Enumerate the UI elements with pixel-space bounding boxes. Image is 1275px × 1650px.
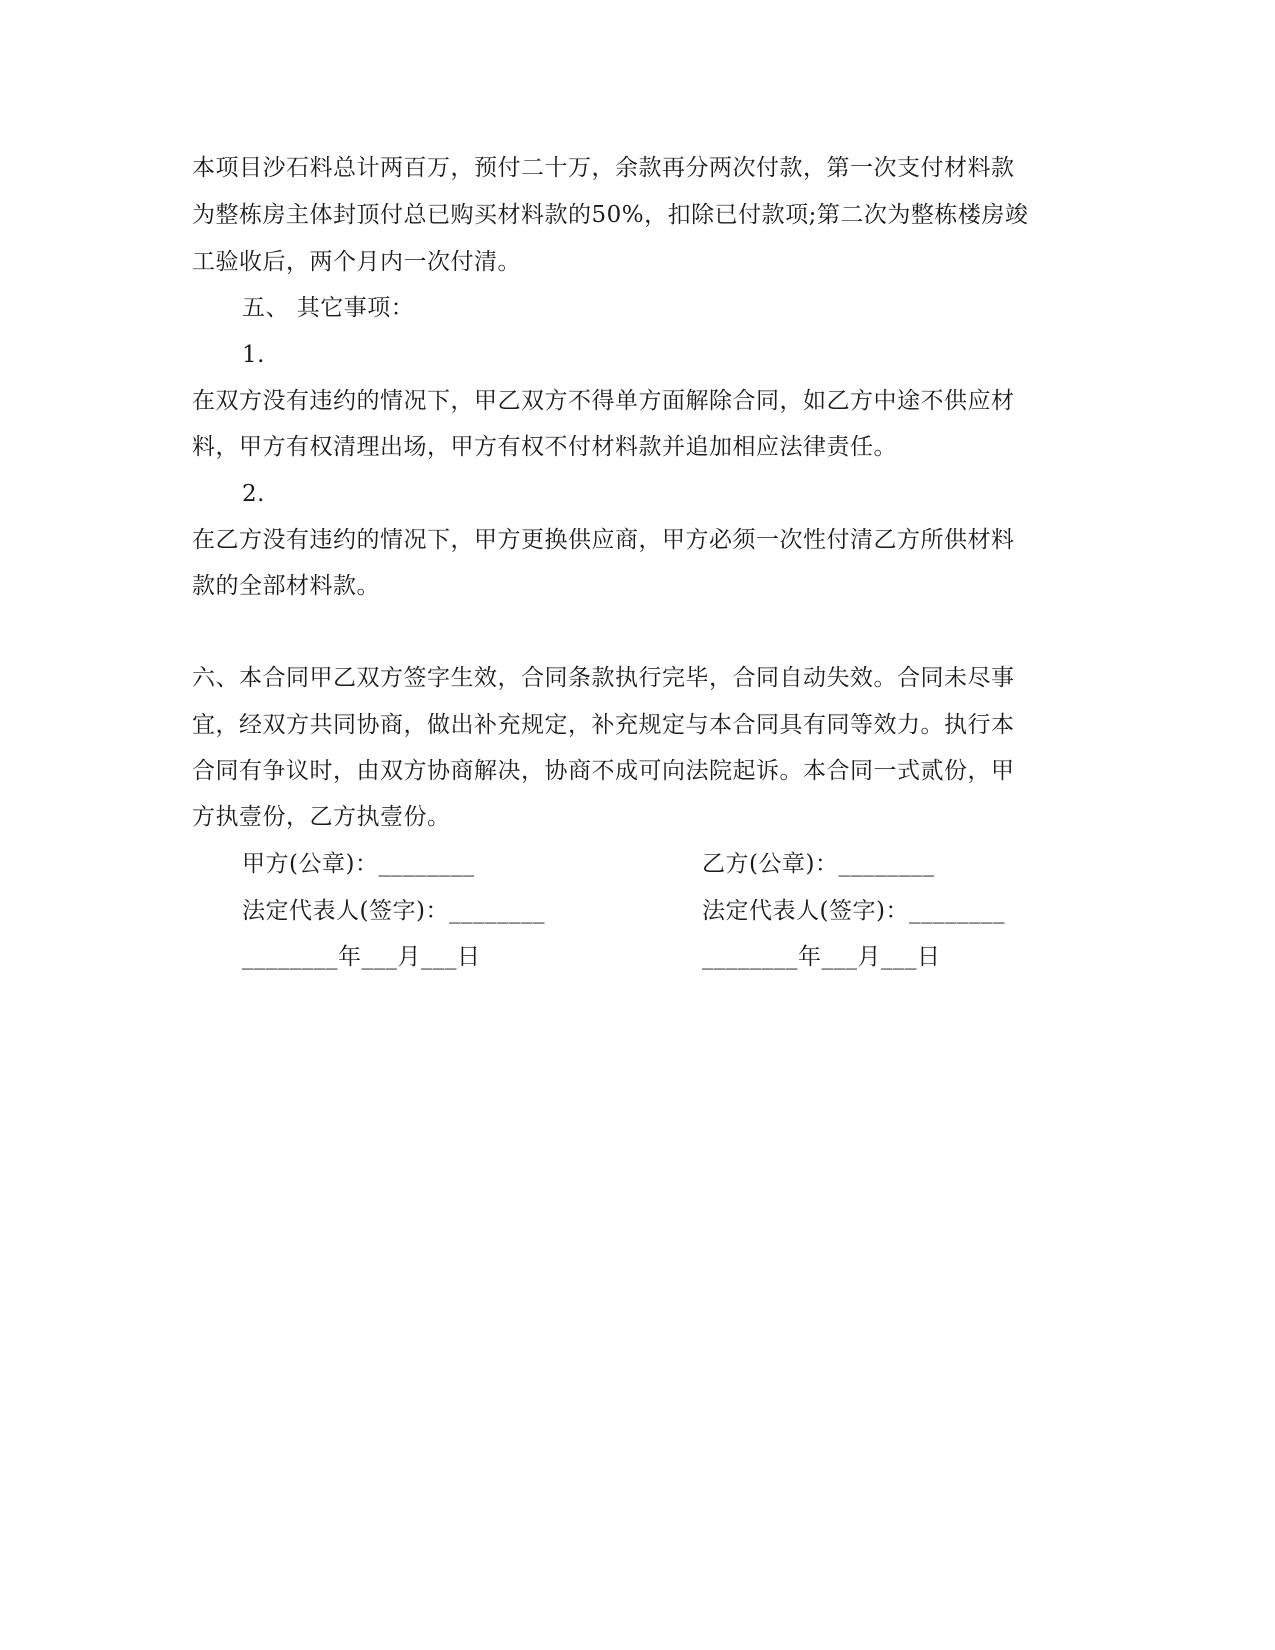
section-6-line-3: 合同有争议时，由双方协商解决，协商不成可向法院起诉。本合同一式贰份，甲 (192, 758, 1015, 784)
party-a-seal-field: 甲方(公章)：________ (242, 851, 475, 877)
section-6-line-1: 六、本合同甲乙双方签字生效，合同条款执行完毕，合同自动失效。合同未尽事 (192, 665, 1015, 691)
section-5-heading: 五、 其它事项： (242, 295, 415, 321)
item-1-line-2: 料，甲方有权清理出场，甲方有权不付材料款并追加相应法律责任。 (192, 434, 897, 460)
party-b-seal-field: 乙方(公章)：________ (702, 851, 935, 877)
item-2-line-1: 在乙方没有违约的情况下，甲方更换供应商，甲方必须一次性付清乙方所供材料 (192, 527, 1015, 553)
item-2-line-2: 款的全部材料款。 (192, 573, 380, 599)
payment-terms-line-3: 工验收后，两个月内一次付清。 (192, 249, 521, 275)
party-b-date-field: ________年___月___日 (702, 944, 941, 970)
payment-terms-line-1: 本项目沙石料总计两百万，预付二十万，余款再分两次付款，第一次支付材料款 (192, 155, 1015, 181)
item-1-line-1: 在双方没有违约的情况下，甲乙双方不得单方面解除合同，如乙方中途不供应材 (192, 388, 1015, 414)
item-1-number: 1. (242, 342, 265, 368)
item-2-number: 2. (242, 481, 265, 507)
section-6-line-4: 方执壹份，乙方执壹份。 (192, 804, 451, 830)
party-a-representative-field: 法定代表人(签字)：________ (242, 898, 545, 924)
party-a-date-field: ________年___月___日 (242, 944, 481, 970)
payment-terms-line-2: 为整栋房主体封顶付总已购买材料款的50%，扣除已付款项;第二次为整栋楼房竣 (192, 202, 1029, 228)
party-b-representative-field: 法定代表人(签字)：________ (702, 898, 1005, 924)
section-6-line-2: 宜，经双方共同协商，做出补充规定，补充规定与本合同具有同等效力。执行本 (192, 712, 1015, 738)
